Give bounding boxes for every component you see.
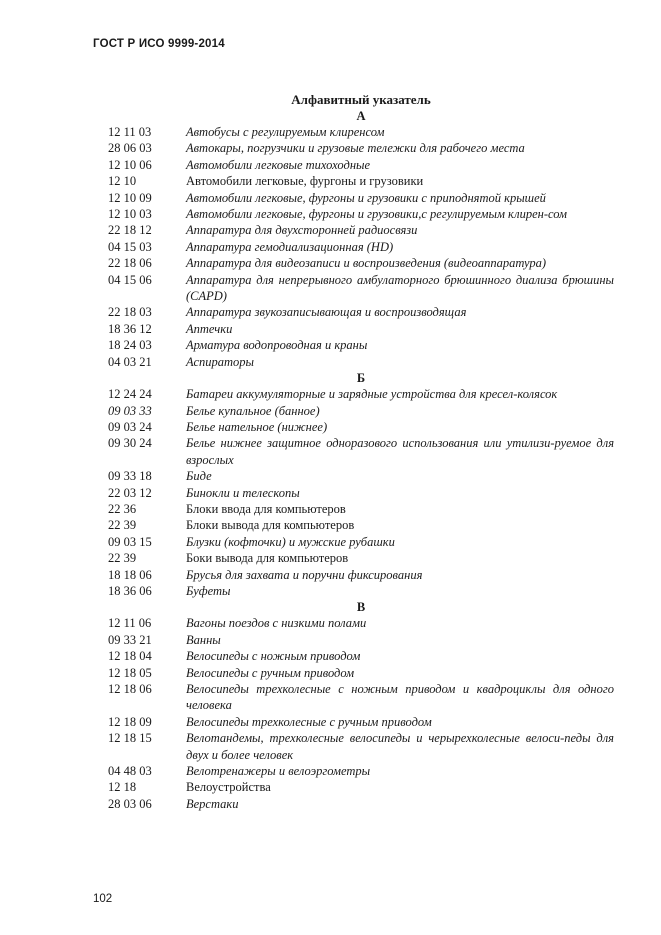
entry-description: Аппаратура звукозаписывающая и воспроизводящая — [186, 305, 467, 320]
entry-code: 09 03 24 — [108, 419, 152, 434]
entry-description: Автобусы с регулируемым клиренсом — [186, 125, 385, 139]
entry-description: Велосипеды трехколесные с ножным приводом и квадроциклы для одного человека — [186, 682, 614, 713]
entry-code: 22 18 12 — [108, 223, 152, 238]
document-header: ГОСТ Р ИСО 9999-2014 — [93, 38, 225, 50]
index-entry — [108, 763, 614, 779]
entry-description: Автомобили легковые, фургоны и грузовики — [186, 174, 424, 189]
index-title: Алфавитный указатель — [291, 92, 431, 107]
index-entry — [108, 648, 614, 664]
entry-code: 04 03 21 — [108, 354, 152, 369]
entry-code: 09 33 21 — [108, 632, 152, 647]
entry-description: Блоки вывода для компьютеров — [186, 518, 355, 533]
section-letter: Б — [356, 371, 366, 386]
entry-description: Автомобили легковые, фургоны и грузовики,с регулируемым клирен-сом — [186, 207, 567, 222]
entry-code: 18 36 06 — [108, 583, 152, 598]
index-entry — [108, 206, 614, 222]
section-letter: В — [356, 600, 366, 615]
index-entry — [108, 403, 614, 419]
entry-code: 22 39 — [108, 518, 137, 533]
entry-code: 12 10 — [108, 174, 137, 189]
index-entry — [108, 501, 614, 517]
entry-description: Брусья для захвата и поручни фиксирования — [186, 567, 423, 582]
index-entry — [108, 615, 614, 631]
index-entry — [108, 255, 614, 271]
section-letter: А — [356, 109, 366, 123]
index-entry — [108, 534, 614, 550]
entry-description: Батареи аккумуляторные и зарядные устройства для кресел-колясок — [186, 387, 558, 402]
index-entry — [108, 567, 614, 583]
entry-description: Бинокли и телескопы — [186, 485, 300, 500]
entry-code: 12 10 03 — [108, 207, 152, 222]
entry-description: Аппаратура для двухсторонней радиосвязи — [186, 223, 418, 238]
entry-code: 18 36 12 — [108, 321, 152, 336]
entry-code: 12 24 24 — [108, 387, 152, 402]
index-entry — [108, 140, 614, 156]
entry-code: 12 18 — [108, 780, 137, 795]
entry-code: 28 03 06 — [108, 796, 152, 811]
entry-code: 22 18 03 — [108, 305, 152, 320]
index-entry — [108, 435, 614, 468]
index-entry — [108, 354, 614, 370]
entry-code: 12 11 03 — [108, 125, 152, 139]
entry-description: Велосипеды трехколесные с ручным приводом — [186, 714, 432, 729]
entry-description: Верстаки — [186, 796, 239, 811]
entry-description: Велосипеды с ручным приводом — [186, 665, 355, 680]
index-entry — [108, 632, 614, 648]
index-entry — [108, 550, 614, 566]
index-entry — [108, 714, 614, 730]
index-entry — [108, 272, 614, 305]
index-entry — [108, 419, 614, 435]
entry-description: Велоустройства — [186, 780, 271, 795]
entry-code: 04 48 03 — [108, 764, 152, 779]
entry-code: 09 03 33 — [108, 403, 152, 418]
index-entry — [108, 239, 614, 255]
index-entry — [108, 681, 614, 714]
index-entry — [108, 468, 614, 484]
index-entry — [108, 517, 614, 533]
entry-description: Велосипеды с ножным приводом — [186, 649, 361, 664]
entry-description: Аспираторы — [186, 354, 254, 369]
index-entry — [108, 157, 614, 173]
entry-code: 12 18 04 — [108, 649, 152, 664]
index-entry — [108, 386, 614, 402]
entry-description: Белье нательное (нижнее) — [186, 419, 328, 434]
index-entry — [108, 321, 614, 337]
entry-description: Велотандемы, трехколесные велосипеды и черырехколесные велоси-педы для двух и более человек — [186, 731, 614, 762]
index-entry — [108, 190, 614, 206]
index-entry — [108, 173, 614, 189]
page-number: 102 — [93, 893, 113, 905]
entry-code: 22 36 — [108, 501, 137, 516]
entry-description: Блузки (кофточки) и мужские рубашки — [186, 534, 395, 549]
entry-description: Буфеты — [186, 583, 231, 598]
entry-code: 18 18 06 — [108, 567, 152, 582]
entry-description: Вагоны поездов с низкими полами — [186, 616, 367, 631]
index-content — [108, 92, 614, 812]
index-entry — [108, 222, 614, 238]
entry-description: Аппаратура для видеозаписи и воспроизведения (видеоаппаратура) — [186, 256, 547, 271]
entry-code: 12 10 06 — [108, 157, 152, 172]
entry-code: 12 18 06 — [108, 682, 152, 696]
entry-code: 09 30 24 — [108, 436, 152, 451]
index-entry — [108, 124, 614, 140]
index-entry — [108, 337, 614, 353]
index-entry — [108, 485, 614, 501]
index-entry — [108, 304, 614, 320]
entry-code: 18 24 03 — [108, 338, 152, 353]
entry-code: 22 18 06 — [108, 256, 152, 271]
entry-code: 12 18 09 — [108, 714, 152, 729]
entry-code: 28 06 03 — [108, 141, 152, 156]
index-entry — [108, 796, 614, 812]
entry-description: Аппаратура гемодиализационная (HD) — [186, 239, 394, 254]
entry-description: Боки вывода для компьютеров — [186, 551, 349, 566]
entry-code: 12 11 06 — [108, 616, 152, 631]
entry-description: Биде — [186, 469, 212, 484]
entry-description: Белье купальное (банное) — [186, 403, 320, 418]
entry-code: 04 15 03 — [108, 239, 152, 254]
entry-description: Ванны — [186, 632, 221, 647]
entry-description: Аптечки — [186, 321, 233, 336]
entry-description: Аппаратура для непрерывного амбулаторного брюшинного диализа брюшины (CAPD) — [186, 272, 614, 304]
entry-code: 22 03 12 — [108, 485, 152, 500]
entry-code: 12 18 05 — [108, 665, 152, 680]
entry-code: 09 03 15 — [108, 534, 152, 549]
entry-code: 22 39 — [108, 551, 137, 566]
entry-code: 04 15 06 — [108, 272, 152, 287]
entry-description: Автомобили легковые, фургоны и грузовики с приподнятой крышей — [186, 190, 546, 205]
index-entry — [108, 665, 614, 681]
entry-description: Велотренажеры и велоэргометры — [186, 764, 371, 779]
entry-description: Белье нижнее защитное одноразового использования или утилизи-руемое для взрослых — [186, 436, 614, 467]
entry-description: Арматура водопроводная и краны — [186, 338, 368, 353]
entry-code: 09 33 18 — [108, 469, 152, 484]
entry-description: Автомобили легковые тихоходные — [186, 157, 371, 172]
entry-code: 12 10 09 — [108, 190, 152, 205]
index-sections — [108, 108, 614, 812]
entry-description: Блоки ввода для компьютеров — [186, 501, 346, 516]
index-entry — [108, 730, 614, 763]
entry-code: 12 18 15 — [108, 731, 152, 746]
entry-description: Автокары, погрузчики и грузовые тележки для рабочего места — [186, 141, 525, 156]
index-entry — [108, 779, 614, 795]
index-entry — [108, 583, 614, 599]
